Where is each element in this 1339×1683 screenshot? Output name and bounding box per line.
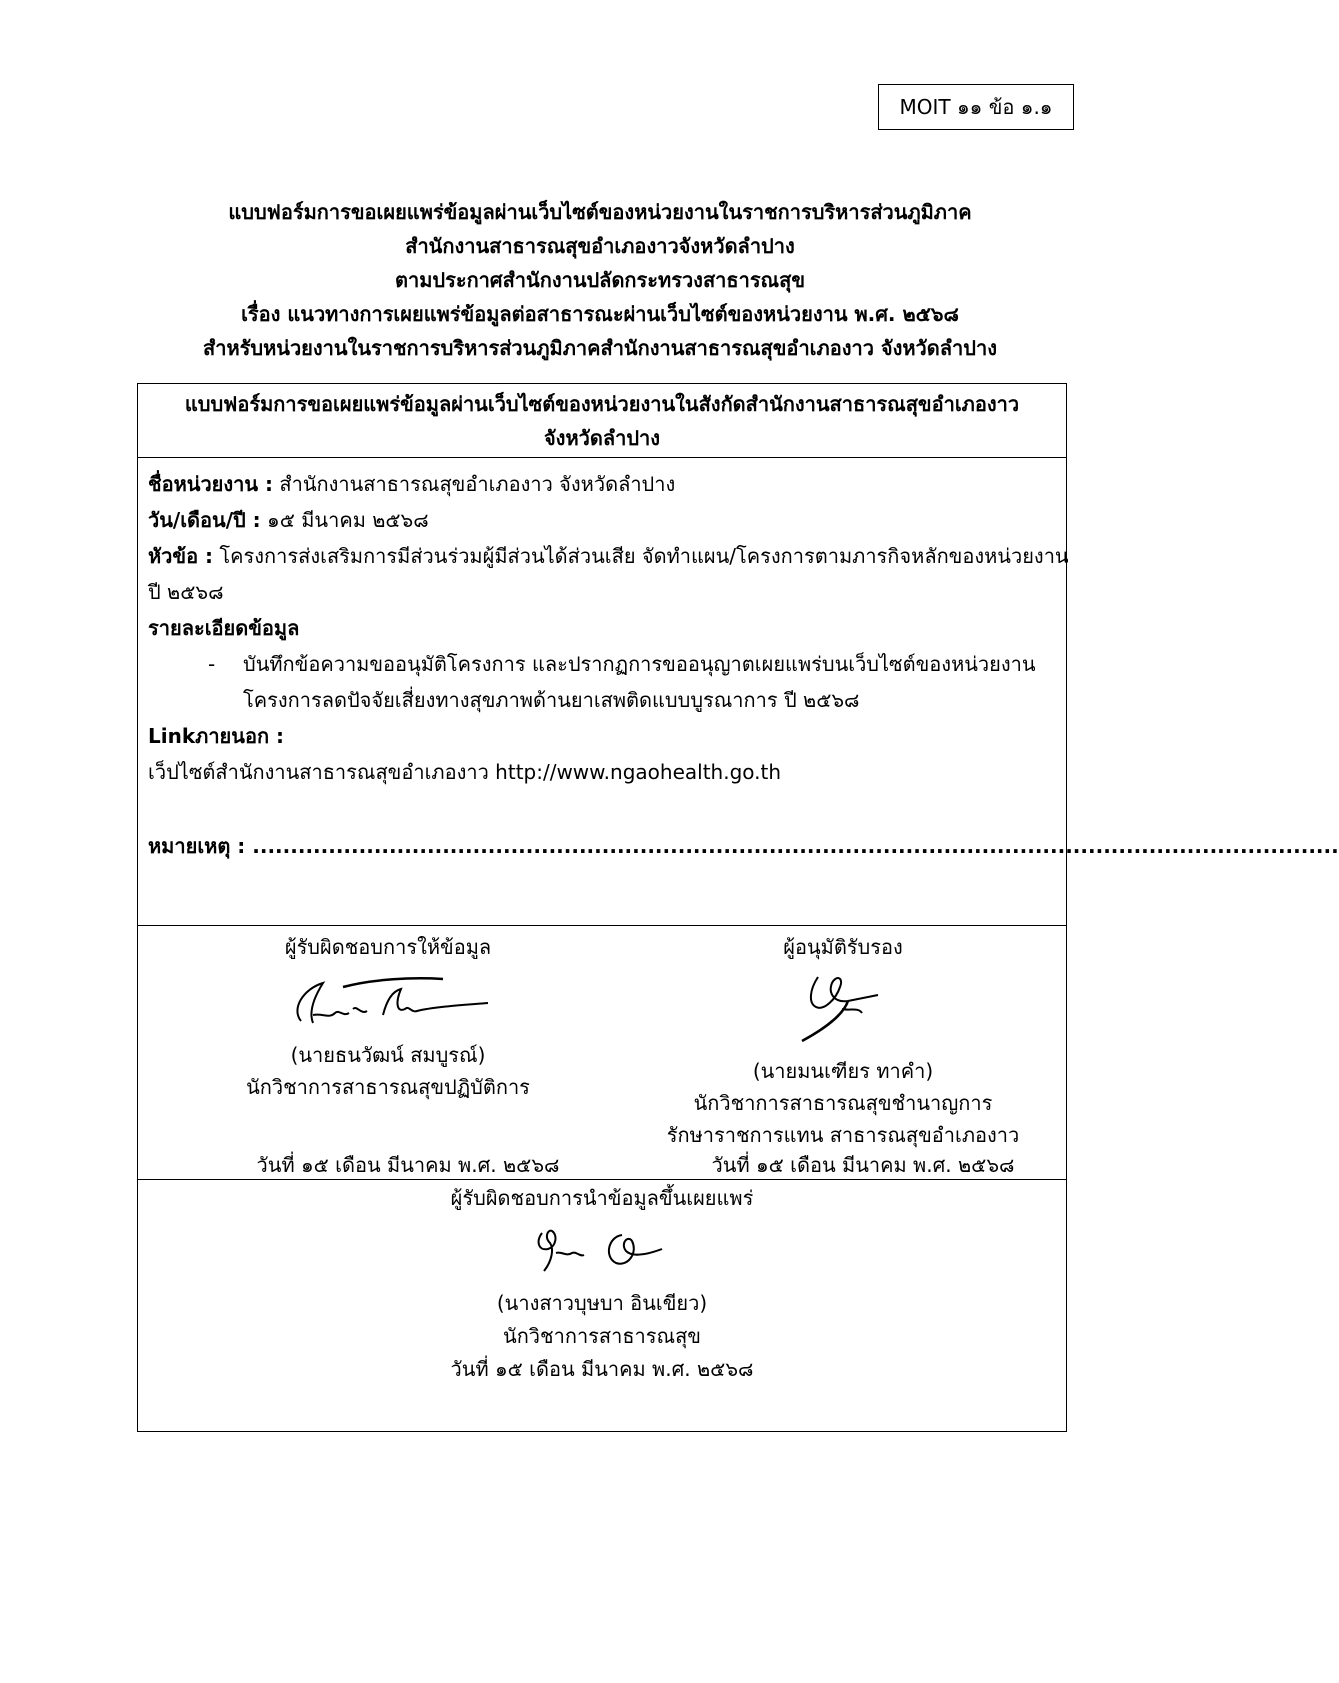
unit-value: สำนักงานสาธารณสุขอำเภองาว จังหวัดลำปาง bbox=[273, 472, 676, 496]
detail-label: รายละเอียดข้อมูล bbox=[148, 616, 300, 640]
link-label: Linkภายนอก : bbox=[148, 724, 285, 748]
unit-label: ชื่อหน่วยงาน : bbox=[148, 472, 274, 496]
signer-right-position-2: รักษาราชการแทน สาธารณสุขอำเภองาว bbox=[666, 1123, 1020, 1147]
date-row bbox=[148, 502, 1056, 538]
date-label: วัน/เดือน/ปี : bbox=[148, 508, 261, 532]
topic-row bbox=[148, 538, 1069, 574]
form-code: MOIT ๑๑ ข้อ ๑.๑ bbox=[899, 95, 1053, 119]
header-line-1: แบบฟอร์มการขอเผยแพร่ข้อมูลผ่านเว็บไซต์ของหน่วยงานในราชการบริหารส่วนภูมิภาค bbox=[228, 200, 972, 224]
link-value: เว็ปไซต์สำนักงานสาธารณสุขอำเภองาว http://www.ngaohealth.go.th bbox=[148, 760, 782, 784]
detail-item bbox=[148, 646, 1056, 682]
topic-value: โครงการส่งเสริมการมีส่วนร่วมผู้มีส่วนได้ส่วนเสีย จัดทำแผน/โครงการตามภารกิจหลักของหน่วยงาน bbox=[213, 544, 1069, 568]
publisher-date: วันที่ ๑๕ เดือน มีนาคม พ.ศ. ๒๕๖๘ bbox=[450, 1357, 754, 1381]
signer-right-position: นักวิชาการสาธารณสุขชำนาญการ bbox=[693, 1091, 993, 1115]
signer-publisher bbox=[138, 1182, 1066, 1386]
document-header bbox=[100, 195, 1100, 365]
bullet-dash: - bbox=[208, 652, 216, 676]
form-table bbox=[137, 383, 1339, 1432]
topic-value-cont: ปี ๒๕๖๘ bbox=[148, 580, 224, 604]
signature-left-image bbox=[283, 969, 493, 1031]
details-section bbox=[138, 458, 1339, 926]
note-row bbox=[148, 828, 1339, 864]
publisher-role: ผู้รับผิดชอบการนำข้อมูลขึ้นเผยแพร่ bbox=[450, 1186, 754, 1210]
signer-right bbox=[628, 931, 1058, 1151]
table-title-line-1: แบบฟอร์มการขอเผยแพร่ข้อมูลผ่านเว็บไซต์ของหน่วยงานในสังกัดสำนักงานสาธารณสุขอำเภองาว bbox=[184, 392, 1020, 416]
publisher-position: นักวิชาการสาธารณสุข bbox=[503, 1324, 701, 1348]
signer-right-date: วันที่ ๑๕ เดือน มีนาคม พ.ศ. ๒๕๖๘ bbox=[711, 1153, 1015, 1177]
detail-line-2: โครงการลดปัจจัยเสี่ยงทางสุขภาพด้านยาเสพติดแบบบูรณาการ ปี ๒๕๖๘ bbox=[243, 688, 860, 712]
header-line-5: สำหรับหน่วยงานในราชการบริหารส่วนภูมิภาคสำนักงานสาธารณสุขอำเภองาว จังหวัดลำปาง bbox=[203, 336, 997, 360]
header-line-2: สำนักงานสาธารณสุขอำเภองาวจังหวัดลำปาง bbox=[405, 234, 795, 258]
signer-left-role: ผู้รับผิดชอบการให้ข้อมูล bbox=[284, 935, 492, 959]
signature-section bbox=[138, 926, 1066, 1180]
table-title bbox=[138, 384, 1066, 458]
table-title-line-2: จังหวัดลำปาง bbox=[543, 426, 661, 450]
signer-right-role: ผู้อนุมัติรับรอง bbox=[783, 935, 903, 959]
signer-left-name: (นายธนวัฒน์ สมบูรณ์) bbox=[290, 1043, 486, 1067]
topic-label: หัวข้อ : bbox=[148, 544, 214, 568]
publisher-name: (นางสาวบุษบา อินเขียว) bbox=[496, 1291, 708, 1315]
signer-left bbox=[198, 931, 578, 1103]
detail-line-1: บันทึกข้อความขออนุมัติโครงการ และปรากฏการขออนุญาตเผยแพร่บนเว็บไซต์ของหน่วยงาน bbox=[243, 652, 1036, 676]
signature-right-image bbox=[788, 969, 898, 1047]
signature-publisher-image bbox=[522, 1221, 682, 1279]
note-label: หมายเหตุ : bbox=[148, 834, 246, 858]
header-line-4: เรื่อง แนวทางการเผยแพร่ข้อมูลต่อสาธารณะผ่านเว็บไซต์ของหน่วยงาน พ.ศ. ๒๕๖๘ bbox=[241, 302, 959, 326]
date-value: ๑๕ มีนาคม ๒๕๖๘ bbox=[260, 508, 429, 532]
signer-right-name: (นายมนเฑียร ทาคำ) bbox=[752, 1059, 934, 1083]
signer-left-position: นักวิชาการสาธารณสุขปฏิบัติการ bbox=[246, 1075, 530, 1099]
unit-row bbox=[148, 466, 1056, 502]
signer-left-date: วันที่ ๑๕ เดือน มีนาคม พ.ศ. ๒๕๖๘ bbox=[256, 1153, 560, 1177]
header-line-3: ตามประกาศสำนักงานปลัดกระทรวงสาธารณสุข bbox=[394, 268, 805, 292]
note-dots: ............................................................................................................................................... bbox=[245, 834, 1339, 858]
form-code-box bbox=[878, 84, 1074, 130]
publisher-section bbox=[138, 1180, 1066, 1431]
